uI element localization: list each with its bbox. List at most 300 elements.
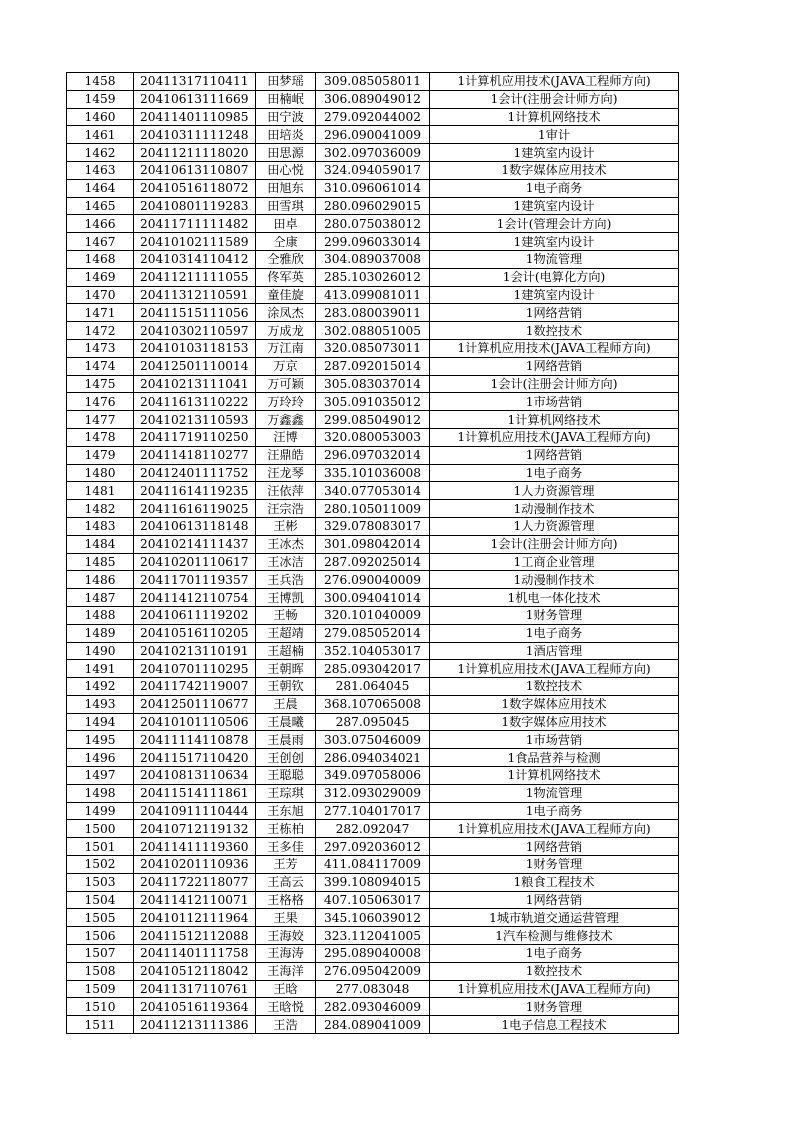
table-row (67, 535, 679, 553)
score-cell: 320.101040009 (316, 606, 430, 624)
major-cell: 1计算机应用技术(JAVA工程师方向) (430, 980, 679, 998)
student-name-cell: 田梦瑶 (256, 73, 316, 91)
table-row (67, 411, 679, 429)
row-index-cell: 1466 (67, 215, 134, 233)
student-id-cell: 20411411119360 (134, 838, 256, 856)
major-cell: 1电子商务 (430, 802, 679, 820)
score-cell: 323.112041005 (316, 927, 430, 945)
major-cell: 1工商企业管理 (430, 553, 679, 571)
student-name-cell: 王琮琪 (256, 784, 316, 802)
table-row (67, 215, 679, 233)
table-row (67, 998, 679, 1016)
table-row (67, 695, 679, 713)
major-cell: 1人力资源管理 (430, 517, 679, 535)
row-index-cell: 1465 (67, 197, 134, 215)
major-cell: 1酒店管理 (430, 642, 679, 660)
major-cell: 1人力资源管理 (430, 482, 679, 500)
row-index-cell: 1462 (67, 144, 134, 162)
row-index-cell: 1503 (67, 873, 134, 891)
major-cell: 1数控技术 (430, 678, 679, 696)
student-name-cell: 王超靖 (256, 624, 316, 642)
score-cell: 287.092015014 (316, 357, 430, 375)
student-name-cell: 万京 (256, 357, 316, 375)
student-id-cell: 20410712119132 (134, 820, 256, 838)
score-cell: 335.101036008 (316, 464, 430, 482)
row-index-cell: 1475 (67, 375, 134, 393)
row-index-cell: 1490 (67, 642, 134, 660)
student-id-cell: 20411211111055 (134, 268, 256, 286)
student-name-cell: 汪依萍 (256, 482, 316, 500)
row-index-cell: 1461 (67, 126, 134, 144)
score-cell: 352.104053017 (316, 642, 430, 660)
student-name-cell: 王晗悦 (256, 998, 316, 1016)
table-row (67, 606, 679, 624)
score-cell: 296.097032014 (316, 446, 430, 464)
table-row (67, 446, 679, 464)
score-cell: 280.096029015 (316, 197, 430, 215)
student-name-cell: 王博凯 (256, 589, 316, 607)
student-id-cell: 20410613110807 (134, 161, 256, 179)
score-cell: 413.099081011 (316, 286, 430, 304)
student-id-cell: 20411412110754 (134, 589, 256, 607)
score-cell: 302.088051005 (316, 322, 430, 340)
student-name-cell: 王晨 (256, 695, 316, 713)
major-cell: 1计算机网络技术 (430, 411, 679, 429)
major-cell: 1会计(注册会计师方向) (430, 535, 679, 553)
major-cell: 1动漫制作技术 (430, 500, 679, 518)
student-id-cell: 20410813110634 (134, 767, 256, 785)
row-index-cell: 1460 (67, 108, 134, 126)
student-name-cell: 王格格 (256, 891, 316, 909)
score-cell: 296.090041009 (316, 126, 430, 144)
row-index-cell: 1508 (67, 962, 134, 980)
student-name-cell: 田卓 (256, 215, 316, 233)
major-cell: 1数控技术 (430, 962, 679, 980)
row-index-cell: 1458 (67, 73, 134, 91)
student-name-cell: 王超楠 (256, 642, 316, 660)
major-cell: 1数字媒体应用技术 (430, 161, 679, 179)
student-id-cell: 20410911110444 (134, 802, 256, 820)
row-index-cell: 1509 (67, 980, 134, 998)
student-name-cell: 王聪聪 (256, 767, 316, 785)
major-cell: 1电子商务 (430, 945, 679, 963)
student-id-cell: 20410516110205 (134, 624, 256, 642)
score-cell: 411.084117009 (316, 856, 430, 874)
student-name-cell: 汪龙琴 (256, 464, 316, 482)
student-name-cell: 田雪琪 (256, 197, 316, 215)
student-name-cell: 王高云 (256, 873, 316, 891)
score-cell: 286.094034021 (316, 749, 430, 767)
row-index-cell: 1485 (67, 553, 134, 571)
student-id-cell: 20410214111437 (134, 535, 256, 553)
student-id-cell: 20411512112088 (134, 927, 256, 945)
student-name-cell: 万鑫鑫 (256, 411, 316, 429)
major-cell: 1汽车检测与维修技术 (430, 927, 679, 945)
row-index-cell: 1467 (67, 233, 134, 251)
score-cell: 305.091035012 (316, 393, 430, 411)
table-row (67, 980, 679, 998)
score-cell: 301.098042014 (316, 535, 430, 553)
student-id-cell: 20411401111758 (134, 945, 256, 963)
student-id-cell: 20410102111589 (134, 233, 256, 251)
student-name-cell: 仝雅欣 (256, 250, 316, 268)
row-index-cell: 1502 (67, 856, 134, 874)
student-id-cell: 20411722118077 (134, 873, 256, 891)
student-id-cell: 20411701119357 (134, 571, 256, 589)
row-index-cell: 1489 (67, 624, 134, 642)
table-row (67, 375, 679, 393)
row-index-cell: 1482 (67, 500, 134, 518)
row-index-cell: 1478 (67, 428, 134, 446)
row-index-cell: 1464 (67, 179, 134, 197)
major-cell: 1机电一体化技术 (430, 589, 679, 607)
row-index-cell: 1496 (67, 749, 134, 767)
row-index-cell: 1481 (67, 482, 134, 500)
table-row (67, 713, 679, 731)
score-cell: 305.083037014 (316, 375, 430, 393)
major-cell: 1财务管理 (430, 606, 679, 624)
student-name-cell: 田培炎 (256, 126, 316, 144)
student-name-cell: 田宁波 (256, 108, 316, 126)
row-index-cell: 1472 (67, 322, 134, 340)
row-index-cell: 1486 (67, 571, 134, 589)
student-id-cell: 20411613110222 (134, 393, 256, 411)
student-name-cell: 王芳 (256, 856, 316, 874)
score-cell: 407.105063017 (316, 891, 430, 909)
table-row (67, 339, 679, 357)
student-name-cell: 佟军英 (256, 268, 316, 286)
score-cell: 306.089049012 (316, 90, 430, 108)
table-row (67, 161, 679, 179)
table-row (67, 962, 679, 980)
major-cell: 1动漫制作技术 (430, 571, 679, 589)
student-name-cell: 王创创 (256, 749, 316, 767)
row-index-cell: 1487 (67, 589, 134, 607)
score-cell: 299.096033014 (316, 233, 430, 251)
student-id-cell: 20411213111386 (134, 1016, 256, 1034)
table-row (67, 90, 679, 108)
student-name-cell: 汪鼎皓 (256, 446, 316, 464)
major-cell: 1计算机应用技术(JAVA工程师方向) (430, 339, 679, 357)
major-cell: 1计算机应用技术(JAVA工程师方向) (430, 428, 679, 446)
major-cell: 1计算机应用技术(JAVA工程师方向) (430, 660, 679, 678)
student-id-cell: 20410112111964 (134, 909, 256, 927)
table-row (67, 891, 679, 909)
table-row (67, 268, 679, 286)
student-name-cell: 王海姣 (256, 927, 316, 945)
student-name-cell: 王海涛 (256, 945, 316, 963)
row-index-cell: 1479 (67, 446, 134, 464)
score-cell: 303.075046009 (316, 731, 430, 749)
major-cell: 1电子商务 (430, 624, 679, 642)
row-index-cell: 1497 (67, 767, 134, 785)
table-row (67, 197, 679, 215)
student-name-cell: 王多佳 (256, 838, 316, 856)
student-id-cell: 20410611119202 (134, 606, 256, 624)
score-cell: 287.092025014 (316, 553, 430, 571)
major-cell: 1计算机网络技术 (430, 108, 679, 126)
student-name-cell: 仝康 (256, 233, 316, 251)
student-name-cell: 田楠岷 (256, 90, 316, 108)
major-cell: 1会计(注册会计师方向) (430, 90, 679, 108)
row-index-cell: 1484 (67, 535, 134, 553)
table-row (67, 927, 679, 945)
major-cell: 1电子商务 (430, 179, 679, 197)
table-row (67, 838, 679, 856)
score-cell: 302.097036009 (316, 144, 430, 162)
student-name-cell: 涂凤杰 (256, 304, 316, 322)
table-row (67, 553, 679, 571)
student-id-cell: 20410213110191 (134, 642, 256, 660)
row-index-cell: 1491 (67, 660, 134, 678)
row-index-cell: 1506 (67, 927, 134, 945)
score-cell: 277.083048 (316, 980, 430, 998)
table-row (67, 73, 679, 91)
student-name-cell: 童佳旋 (256, 286, 316, 304)
student-id-cell: 20410516118072 (134, 179, 256, 197)
major-cell: 1网络营销 (430, 446, 679, 464)
table-row (67, 517, 679, 535)
student-name-cell: 田旭东 (256, 179, 316, 197)
table-row (67, 250, 679, 268)
row-index-cell: 1500 (67, 820, 134, 838)
major-cell: 1建筑室内设计 (430, 197, 679, 215)
major-cell: 1数字媒体应用技术 (430, 713, 679, 731)
row-index-cell: 1459 (67, 90, 134, 108)
score-cell: 276.095042009 (316, 962, 430, 980)
score-cell: 309.085058011 (316, 73, 430, 91)
score-cell: 399.108094015 (316, 873, 430, 891)
student-name-cell: 王果 (256, 909, 316, 927)
major-cell: 1建筑室内设计 (430, 144, 679, 162)
row-index-cell: 1471 (67, 304, 134, 322)
table-row (67, 126, 679, 144)
student-id-cell: 20410213111041 (134, 375, 256, 393)
table-row (67, 945, 679, 963)
student-id-cell: 20410516119364 (134, 998, 256, 1016)
score-cell: 320.080053003 (316, 428, 430, 446)
table-row (67, 642, 679, 660)
row-index-cell: 1473 (67, 339, 134, 357)
major-cell: 1会计(管理会计方向) (430, 215, 679, 233)
major-cell: 1网络营销 (430, 838, 679, 856)
table-row (67, 144, 679, 162)
student-id-cell: 20411312110591 (134, 286, 256, 304)
score-cell: 304.089037008 (316, 250, 430, 268)
row-index-cell: 1476 (67, 393, 134, 411)
table-row (67, 428, 679, 446)
row-index-cell: 1495 (67, 731, 134, 749)
student-name-cell: 王晨雨 (256, 731, 316, 749)
major-cell: 1市场营销 (430, 731, 679, 749)
score-cell: 277.104017017 (316, 802, 430, 820)
major-cell: 1财务管理 (430, 856, 679, 874)
student-id-cell: 20412501110014 (134, 357, 256, 375)
score-cell: 282.093046009 (316, 998, 430, 1016)
table-row (67, 731, 679, 749)
table-row (67, 286, 679, 304)
student-name-cell: 王朝晖 (256, 660, 316, 678)
row-index-cell: 1504 (67, 891, 134, 909)
major-cell: 1城市轨道交通运营管理 (430, 909, 679, 927)
table-row (67, 624, 679, 642)
score-cell: 279.092044002 (316, 108, 430, 126)
student-id-cell: 20411317110761 (134, 980, 256, 998)
student-name-cell: 万江南 (256, 339, 316, 357)
student-name-cell: 王海洋 (256, 962, 316, 980)
table-row (67, 393, 679, 411)
student-name-cell: 王冰洁 (256, 553, 316, 571)
student-name-cell: 万玲玲 (256, 393, 316, 411)
student-id-cell: 20411711111482 (134, 215, 256, 233)
row-index-cell: 1499 (67, 802, 134, 820)
major-cell: 1电子信息工程技术 (430, 1016, 679, 1034)
score-cell: 329.078083017 (316, 517, 430, 535)
major-cell: 1会计(电算化方向) (430, 268, 679, 286)
major-cell: 1建筑室内设计 (430, 233, 679, 251)
student-name-cell: 王晨曦 (256, 713, 316, 731)
student-id-cell: 20410311111248 (134, 126, 256, 144)
student-id-cell: 20410201110617 (134, 553, 256, 571)
score-cell: 312.093029009 (316, 784, 430, 802)
score-cell: 285.103026012 (316, 268, 430, 286)
student-id-cell: 20411616119025 (134, 500, 256, 518)
row-index-cell: 1498 (67, 784, 134, 802)
row-index-cell: 1474 (67, 357, 134, 375)
row-index-cell: 1480 (67, 464, 134, 482)
major-cell: 1电子商务 (430, 464, 679, 482)
table-row (67, 909, 679, 927)
table-row (67, 233, 679, 251)
row-index-cell: 1483 (67, 517, 134, 535)
student-name-cell: 万成龙 (256, 322, 316, 340)
row-index-cell: 1463 (67, 161, 134, 179)
student-name-cell: 田心悦 (256, 161, 316, 179)
student-name-cell: 汪博 (256, 428, 316, 446)
student-id-cell: 20411412110071 (134, 891, 256, 909)
score-cell: 280.105011009 (316, 500, 430, 518)
row-index-cell: 1477 (67, 411, 134, 429)
major-cell: 1计算机网络技术 (430, 767, 679, 785)
score-cell: 279.085052014 (316, 624, 430, 642)
student-name-cell: 王东旭 (256, 802, 316, 820)
major-cell: 1审计 (430, 126, 679, 144)
student-id-cell: 20411719110250 (134, 428, 256, 446)
major-cell: 1计算机应用技术(JAVA工程师方向) (430, 820, 679, 838)
table-row (67, 500, 679, 518)
row-index-cell: 1469 (67, 268, 134, 286)
score-cell: 280.075038012 (316, 215, 430, 233)
score-cell: 287.095045 (316, 713, 430, 731)
student-id-cell: 20410801119283 (134, 197, 256, 215)
table-row (67, 749, 679, 767)
score-cell: 324.094059017 (316, 161, 430, 179)
table-row (67, 482, 679, 500)
student-name-cell: 王畅 (256, 606, 316, 624)
score-cell: 320.085073011 (316, 339, 430, 357)
student-id-cell: 20411614119235 (134, 482, 256, 500)
row-index-cell: 1468 (67, 250, 134, 268)
major-cell: 1食品营养与检测 (430, 749, 679, 767)
student-id-cell: 20410213110593 (134, 411, 256, 429)
row-index-cell: 1494 (67, 713, 134, 731)
major-cell: 1网络营销 (430, 357, 679, 375)
major-cell: 1建筑室内设计 (430, 286, 679, 304)
student-name-cell: 王晗 (256, 980, 316, 998)
score-cell: 300.094041014 (316, 589, 430, 607)
row-index-cell: 1501 (67, 838, 134, 856)
row-index-cell: 1470 (67, 286, 134, 304)
score-cell: 284.089041009 (316, 1016, 430, 1034)
student-id-cell: 20411211118020 (134, 144, 256, 162)
row-index-cell: 1510 (67, 998, 134, 1016)
student-name-cell: 王冰杰 (256, 535, 316, 553)
row-index-cell: 1505 (67, 909, 134, 927)
major-cell: 1粮食工程技术 (430, 873, 679, 891)
table-row (67, 179, 679, 197)
table-row (67, 304, 679, 322)
row-index-cell: 1493 (67, 695, 134, 713)
student-id-cell: 20412501110677 (134, 695, 256, 713)
score-cell: 283.080039011 (316, 304, 430, 322)
table-row (67, 873, 679, 891)
table-row (67, 464, 679, 482)
student-id-cell: 20411317110411 (134, 73, 256, 91)
table-row (67, 820, 679, 838)
student-id-cell: 20411514111861 (134, 784, 256, 802)
major-cell: 1计算机应用技术(JAVA工程师方向) (430, 73, 679, 91)
student-name-cell: 王朝钦 (256, 678, 316, 696)
major-cell: 1数字媒体应用技术 (430, 695, 679, 713)
major-cell: 1会计(注册会计师方向) (430, 375, 679, 393)
table-row (67, 856, 679, 874)
table-row (67, 108, 679, 126)
major-cell: 1财务管理 (430, 998, 679, 1016)
score-cell: 310.096061014 (316, 179, 430, 197)
major-cell: 1市场营销 (430, 393, 679, 411)
student-name-cell: 王浩 (256, 1016, 316, 1034)
score-cell: 285.093042017 (316, 660, 430, 678)
table-row (67, 660, 679, 678)
student-name-cell: 王栋柏 (256, 820, 316, 838)
student-id-cell: 20410701110295 (134, 660, 256, 678)
table-row (67, 767, 679, 785)
score-cell: 276.090040009 (316, 571, 430, 589)
student-id-cell: 20410103118153 (134, 339, 256, 357)
score-cell: 340.077053014 (316, 482, 430, 500)
student-id-cell: 20410613111669 (134, 90, 256, 108)
row-index-cell: 1511 (67, 1016, 134, 1034)
row-index-cell: 1492 (67, 678, 134, 696)
student-id-cell: 20410302110597 (134, 322, 256, 340)
table-row (67, 322, 679, 340)
student-name-cell: 王彬 (256, 517, 316, 535)
major-cell: 1物流管理 (430, 784, 679, 802)
table-row (67, 1016, 679, 1034)
table-row (67, 571, 679, 589)
major-cell: 1网络营销 (430, 891, 679, 909)
student-id-cell: 20411114110878 (134, 731, 256, 749)
major-cell: 1物流管理 (430, 250, 679, 268)
student-id-cell: 20410314110412 (134, 250, 256, 268)
score-cell: 345.106039012 (316, 909, 430, 927)
major-cell: 1网络营销 (430, 304, 679, 322)
major-cell: 1数控技术 (430, 322, 679, 340)
student-name-cell: 汪宗浩 (256, 500, 316, 518)
score-cell: 295.089040008 (316, 945, 430, 963)
student-name-cell: 王兵浩 (256, 571, 316, 589)
score-cell: 299.085049012 (316, 411, 430, 429)
